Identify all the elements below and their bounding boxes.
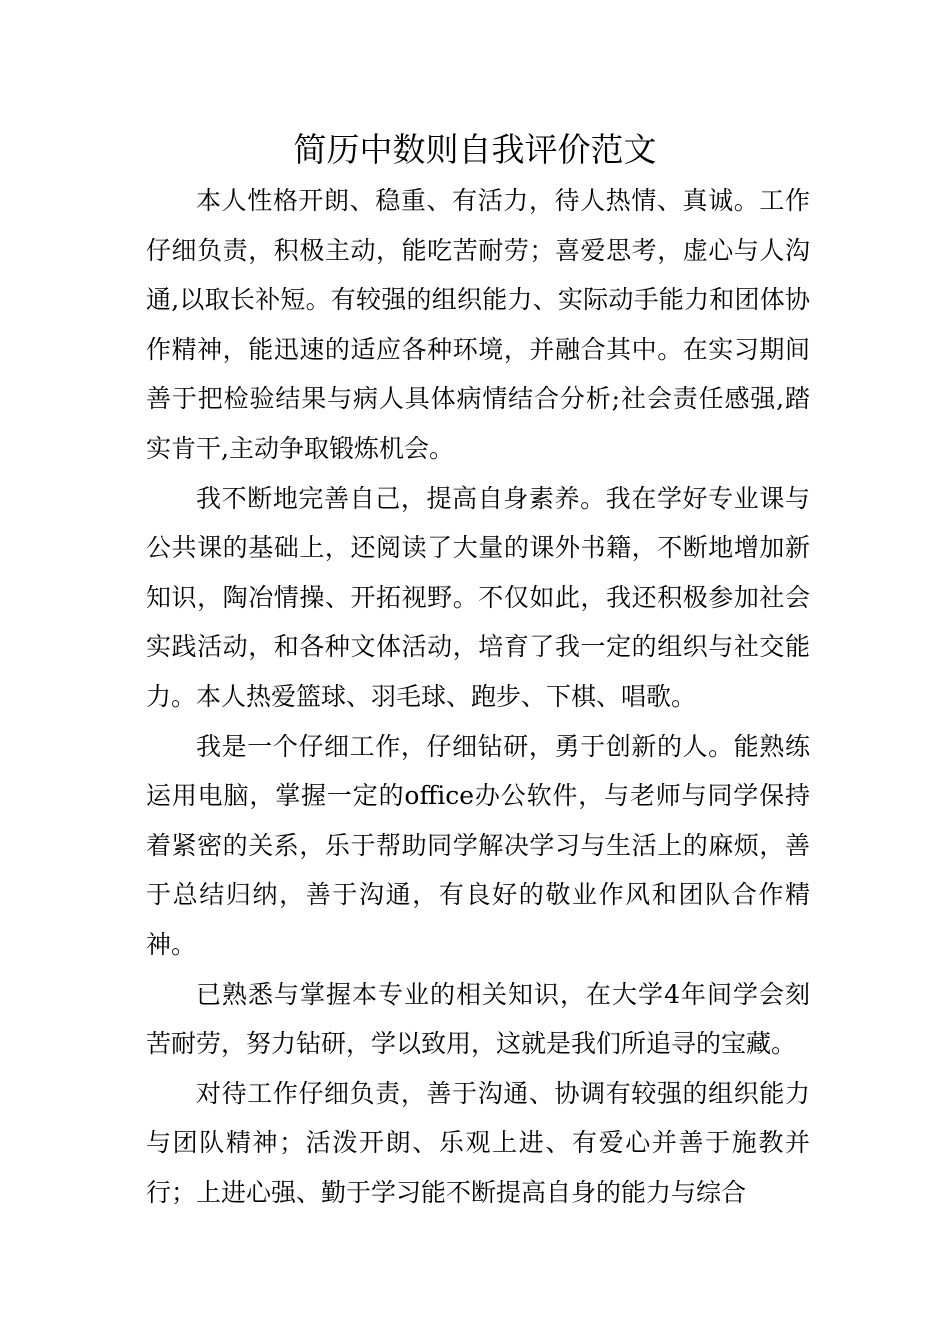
paragraph-professional-knowledge: 已熟悉与掌握本专业的相关知识，在大学4年间学会刻苦耐劳，努力钻研，学以致用，这就是我们所追寻的宝藏。 <box>146 979 810 1059</box>
paragraph-self-improvement: 我不断地完善自己，提高自身素养。我在学好专业课与公共课的基础上，还阅读了大量的课外书籍，不断地增加新知识，陶冶情操、开拓视野。不仅如此，我还积极参加社会实践活动，和各种文体活动，培育了我一定的组织与社交能力。本人热爱篮球、羽毛球、跑步、下棋、唱歌。 <box>146 483 810 711</box>
document-body <box>146 176 810 1217</box>
paragraph-personality: 本人性格开朗、稳重、有活力，待人热情、真诚。工作仔细负责，积极主动，能吃苦耐劳；喜爱思考，虚心与人沟通,以取长补短。有较强的组织能力、实际动手能力和团体协作精神，能迅速的适应各种环境，并融合其中。在实习期间善于把检验结果与病人具体病情结合分析;社会责任感强,踏实肯干,主动争取锻炼机会。 <box>146 186 810 463</box>
paragraph-work-responsibility: 对待工作仔细负责，善于沟通、协调有较强的组织能力与团队精神；活泼开朗、乐观上进、有爱心并善于施教并行；上进心强、勤于学习能不断提高自身的能力与综合 <box>146 1078 810 1207</box>
document-title: 简历中数则自我评价范文 <box>293 130 657 169</box>
paragraph-work-attitude: 我是一个仔细工作，仔细钻研，勇于创新的人。能熟练运用电脑，掌握一定的office办公软件，与老师与同学保持着紧密的关系，乐于帮助同学解决学习与生活上的麻烦，善于总结归纳，善于沟通，有良好的敬业作风和团队合作精神。 <box>146 731 810 959</box>
